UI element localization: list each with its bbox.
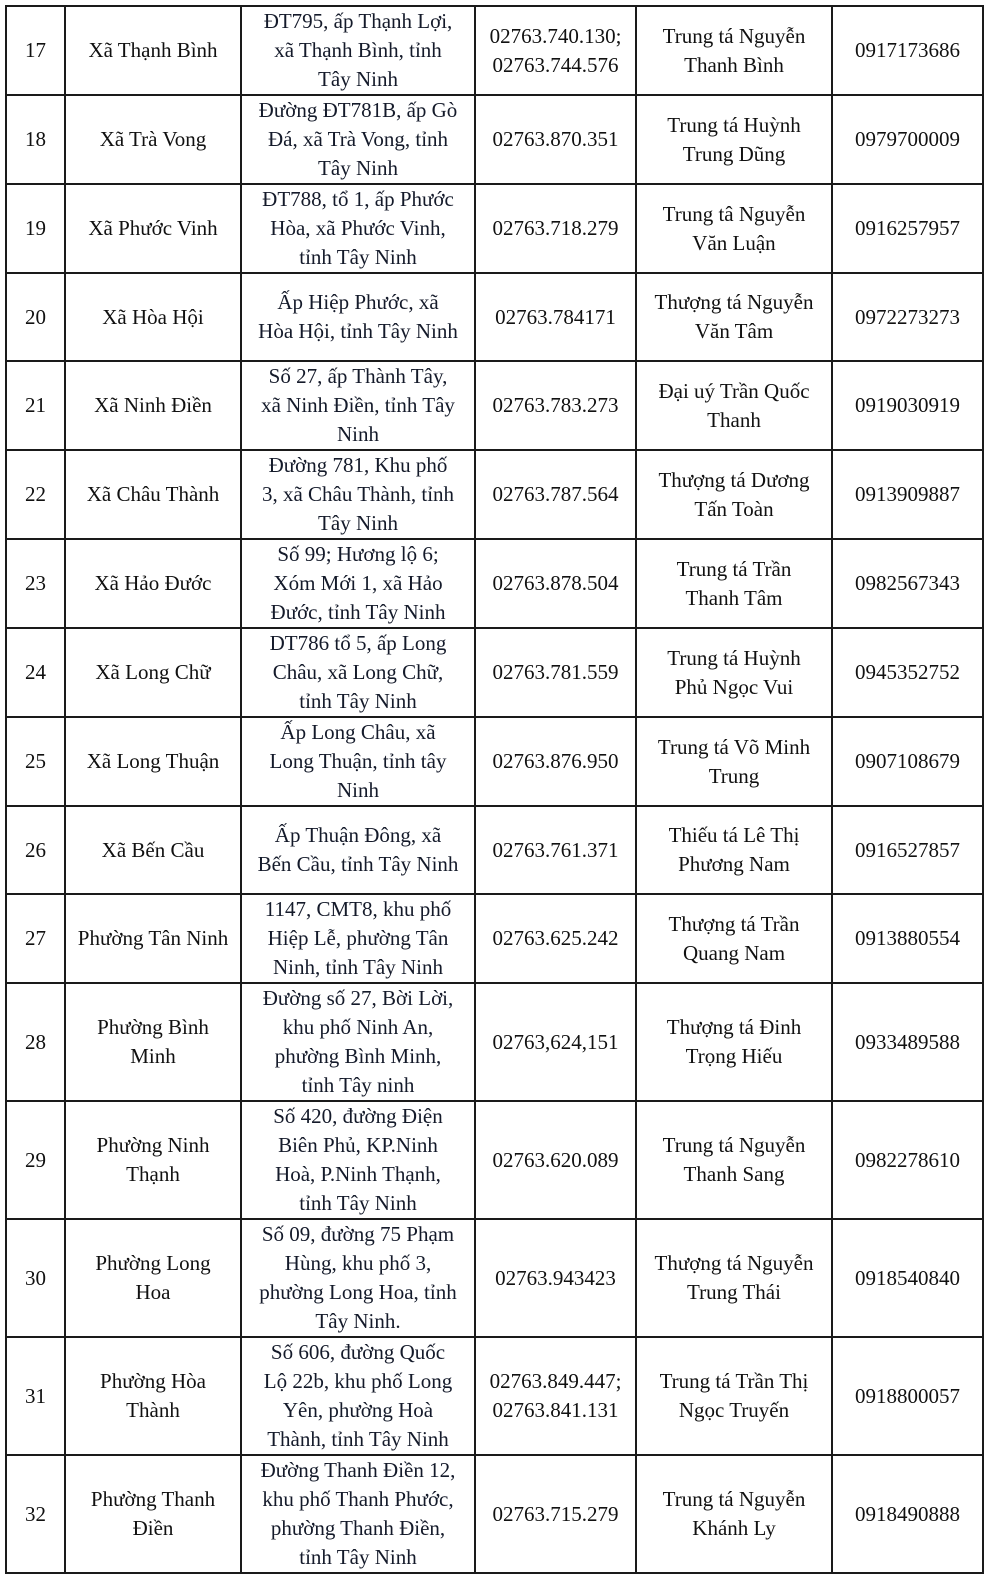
head-line: Thanh Sang (683, 1162, 785, 1186)
mobile-number: 0933489588 (855, 1029, 960, 1054)
unit-line: Phường Long (95, 1251, 211, 1275)
head-line: Ngọc Truyến (678, 1398, 790, 1422)
head-line: Thanh Bình (684, 52, 784, 77)
cell-address (241, 539, 475, 628)
address-line: tỉnh Tây Ninh (299, 689, 417, 713)
phone-line: 02763.849.447; (489, 1369, 622, 1393)
cell-address (241, 361, 475, 450)
address-line: Tây Ninh. (315, 1309, 401, 1333)
phone-line: 02763.870.351 (492, 127, 619, 151)
row-number: 25 (25, 749, 46, 773)
head-line: Thượng tá Nguyễn (654, 290, 814, 314)
cell-phone (475, 6, 636, 95)
cell-mobile (832, 1219, 983, 1337)
mobile-number: 0945352752 (855, 660, 960, 684)
unit-line: Xã Ninh Điền (94, 393, 212, 417)
address-line: tỉnh Tây Ninh (299, 245, 417, 269)
address-line: Ấp Thuận Đông, xã (274, 823, 442, 847)
table-row (6, 539, 983, 628)
row-number: 24 (25, 660, 46, 684)
cell-phone (475, 717, 636, 806)
cell-unit (65, 539, 241, 628)
cell-address (241, 894, 475, 983)
phone-line: 02763.878.504 (492, 571, 619, 595)
table-row (6, 717, 983, 806)
head-line: Trung tá Huỳnh (667, 645, 801, 670)
phone-line: 02763.943423 (495, 1265, 616, 1290)
address-line: ĐT795, ấp Thạnh Lợi, (263, 9, 453, 33)
phone-line: 02763.715.279 (492, 1501, 619, 1526)
address-line: Châu, xã Long Chữ, (272, 660, 444, 684)
phone-line: 02763.625.242 (492, 926, 619, 950)
cell-address (241, 184, 475, 273)
address-line: Hùng, khu phố 3, (284, 1251, 432, 1275)
address-line: khu phố Thanh Phước, (262, 1487, 454, 1511)
cell-phone (475, 1337, 636, 1455)
cell-address (241, 628, 475, 717)
cell-head (636, 95, 832, 184)
table-row (6, 95, 983, 184)
mobile-number: 0907108679 (855, 749, 960, 773)
cell-stt (6, 95, 65, 184)
mobile-number: 0913909887 (855, 482, 960, 506)
cell-mobile (832, 1101, 983, 1219)
head-line: Thượng tá Trần (668, 911, 800, 936)
row-number: 20 (25, 304, 46, 329)
address-line: Yên, phường Hoà (282, 1398, 434, 1422)
cell-unit (65, 184, 241, 273)
address-line: tỉnh Tây Ninh (299, 1545, 417, 1569)
cell-stt (6, 1337, 65, 1455)
table-row (6, 983, 983, 1101)
cell-unit (65, 628, 241, 717)
unit-line: Xã Thạnh Bình (88, 38, 218, 62)
cell-head (636, 450, 832, 539)
address-line: Bến Cầu, tỉnh Tây Ninh (257, 852, 459, 876)
cell-head (636, 1337, 832, 1455)
cell-stt (6, 6, 65, 95)
address-line: Hiệp Lễ, phường Tân (267, 926, 449, 950)
table-row (6, 894, 983, 983)
unit-line: Điền (132, 1516, 174, 1540)
head-line: Phủ Ngọc Vui (674, 674, 794, 699)
mobile-number: 0918800057 (855, 1383, 960, 1408)
table-body (6, 6, 983, 1573)
cell-mobile (832, 717, 983, 806)
cell-mobile (832, 95, 983, 184)
cell-address (241, 1219, 475, 1337)
unit-line: Thạnh (126, 1162, 180, 1186)
address-line: khu phố Ninh An, (282, 1015, 434, 1039)
head-line: Thượng tá Dương (658, 467, 810, 492)
cell-stt (6, 628, 65, 717)
cell-head (636, 628, 832, 717)
address-line: 3, xã Châu Thành, tỉnh (261, 482, 455, 506)
table-row (6, 1337, 983, 1455)
cell-mobile (832, 539, 983, 628)
phone-line: 02763.620.089 (492, 1147, 619, 1172)
unit-line: Xã Hòa Hội (102, 304, 204, 329)
row-number: 19 (25, 216, 46, 240)
address-line: Tây Ninh (318, 511, 398, 535)
cell-stt (6, 983, 65, 1101)
head-line: Trung (708, 763, 760, 788)
unit-line: Phường Ninh (96, 1133, 210, 1157)
head-line: Thượng tá Đinh (666, 1015, 802, 1039)
cell-unit (65, 1219, 241, 1337)
cell-mobile (832, 1337, 983, 1455)
cell-unit (65, 95, 241, 184)
cell-head (636, 806, 832, 894)
address-line: Ấp Long Châu, xã (280, 720, 436, 744)
table-row (6, 6, 983, 95)
mobile-number: 0917173686 (855, 38, 960, 62)
table-row (6, 361, 983, 450)
address-line: phường Thanh Điền, (270, 1516, 446, 1540)
address-line: tỉnh Tây Ninh (299, 1191, 417, 1215)
cell-mobile (832, 6, 983, 95)
cell-stt (6, 184, 65, 273)
row-number: 23 (25, 571, 46, 595)
cell-address (241, 1101, 475, 1219)
address-line: Đường 781, Khu phố (268, 453, 448, 477)
cell-address (241, 1337, 475, 1455)
cell-stt (6, 894, 65, 983)
address-line: Tây Ninh (318, 156, 398, 180)
phone-line: 02763.841.131 (492, 1398, 619, 1422)
cell-stt (6, 806, 65, 894)
address-line: Đường ĐT781B, ấp Gò (258, 98, 458, 122)
mobile-number: 0979700009 (855, 127, 960, 151)
cell-unit (65, 6, 241, 95)
address-line: Đường số 27, Bời Lời, (262, 986, 454, 1010)
head-line: Trung tâ Nguyễn (662, 201, 806, 226)
cell-phone (475, 273, 636, 361)
cell-mobile (832, 273, 983, 361)
cell-mobile (832, 1455, 983, 1573)
head-line: Trung tá Nguyễn (662, 1487, 806, 1511)
phone-line: 02763.781.559 (492, 660, 619, 684)
cell-address (241, 983, 475, 1101)
cell-mobile (832, 806, 983, 894)
address-line: Lộ 22b, khu phố Long (263, 1369, 453, 1393)
address-line: Ninh (337, 778, 379, 802)
head-line: Văn Tâm (694, 319, 774, 343)
unit-line: Xã Bến Cầu (101, 837, 205, 862)
head-line: Trung tá Huỳnh (667, 112, 801, 137)
address-line: Hòa, xã Phước Vinh, (270, 216, 446, 240)
cell-stt (6, 539, 65, 628)
head-line: Tấn Toàn (694, 496, 774, 521)
cell-unit (65, 806, 241, 894)
cell-mobile (832, 983, 983, 1101)
row-number: 29 (25, 1147, 46, 1172)
cell-stt (6, 1101, 65, 1219)
cell-address (241, 717, 475, 806)
cell-head (636, 717, 832, 806)
cell-address (241, 1455, 475, 1573)
cell-phone (475, 894, 636, 983)
cell-address (241, 450, 475, 539)
mobile-number: 0916527857 (855, 837, 960, 862)
row-number: 32 (25, 1501, 46, 1526)
address-line: Đá, xã Trà Vong, tỉnh (267, 127, 449, 151)
head-line: Khánh Ly (692, 1516, 776, 1540)
cell-head (636, 539, 832, 628)
unit-line: Hoa (135, 1280, 171, 1304)
mobile-number: 0916257957 (855, 216, 960, 240)
cell-unit (65, 1101, 241, 1219)
head-line: Văn Luận (692, 230, 776, 255)
address-line: Số 99; Hương lộ 6; (277, 542, 439, 566)
head-line: Trung tá Trần (676, 556, 792, 581)
unit-line: Xã Châu Thành (86, 482, 220, 506)
row-number: 26 (25, 837, 46, 862)
cell-unit (65, 983, 241, 1101)
cell-head (636, 1219, 832, 1337)
unit-line: Phường Bình (97, 1015, 209, 1039)
address-line: ĐT788, tổ 1, ấp Phước (262, 187, 454, 211)
head-line: Phương Nam (678, 852, 790, 876)
unit-line: Phường Thanh (90, 1487, 216, 1511)
cell-unit (65, 717, 241, 806)
phone-line: 02763.784171 (495, 304, 616, 329)
unit-line: Xã Trà Vong (99, 127, 207, 151)
phone-line: 02763.718.279 (492, 216, 619, 240)
cell-stt (6, 1219, 65, 1337)
row-number: 21 (25, 393, 46, 417)
address-line: Thành, tỉnh Tây Ninh (267, 1427, 449, 1451)
unit-line: Xã Phước Vinh (88, 216, 218, 240)
address-line: phường Bình Minh, (274, 1044, 442, 1068)
row-number: 22 (25, 482, 46, 506)
head-line: Trung Dũng (682, 141, 786, 166)
cell-address (241, 806, 475, 894)
cell-phone (475, 806, 636, 894)
head-line: Đại uý Trần Quốc (658, 378, 810, 403)
address-line: Xóm Mới 1, xã Hảo (273, 571, 443, 595)
cell-head (636, 983, 832, 1101)
address-line: phường Long Hoa, tỉnh (259, 1280, 457, 1304)
head-line: Trung Thái (687, 1280, 781, 1304)
cell-stt (6, 361, 65, 450)
cell-unit (65, 1455, 241, 1573)
police-contact-table (5, 5, 984, 1574)
head-line: Trọng Hiếu (685, 1044, 783, 1068)
cell-address (241, 95, 475, 184)
cell-head (636, 6, 832, 95)
address-line: Đước, tỉnh Tây Ninh (270, 600, 446, 624)
table-row (6, 806, 983, 894)
head-line: Trung tá Nguyễn (662, 1133, 806, 1157)
cell-unit (65, 894, 241, 983)
cell-stt (6, 450, 65, 539)
table-row (6, 1101, 983, 1219)
cell-phone (475, 1219, 636, 1337)
head-line: Thiếu tá Lê Thị (668, 823, 800, 847)
cell-mobile (832, 184, 983, 273)
phone-line: 02763.740.130; (489, 23, 622, 48)
unit-line: Phường Hòa (100, 1369, 206, 1393)
cell-phone (475, 628, 636, 717)
cell-phone (475, 184, 636, 273)
cell-phone (475, 983, 636, 1101)
phone-line: 02763.744.576 (492, 52, 619, 77)
unit-line: Xã Long Chữ (95, 660, 211, 684)
address-line: Ninh (337, 422, 379, 446)
address-line: xã Thạnh Bình, tỉnh (274, 38, 442, 62)
cell-head (636, 273, 832, 361)
mobile-number: 0918490888 (855, 1501, 960, 1526)
row-number: 28 (25, 1029, 46, 1054)
cell-phone (475, 361, 636, 450)
row-number: 17 (25, 38, 46, 62)
cell-unit (65, 273, 241, 361)
cell-phone (475, 450, 636, 539)
phone-line: 02763.787.564 (492, 482, 619, 506)
address-line: Đường Thanh Điền 12, (260, 1458, 456, 1482)
phone-line: 02763.876.950 (492, 749, 619, 773)
row-number: 31 (25, 1383, 46, 1408)
cell-phone (475, 539, 636, 628)
cell-unit (65, 450, 241, 539)
mobile-number: 0918540840 (855, 1265, 960, 1290)
address-line: Biên Phủ, KP.Ninh (278, 1133, 438, 1157)
address-line: DT786 tổ 5, ấp Long (269, 631, 447, 655)
unit-line: Xã Long Thuận (86, 749, 220, 773)
cell-phone (475, 1455, 636, 1573)
address-line: Hòa Hội, tỉnh Tây Ninh (258, 319, 458, 343)
address-line: xã Ninh Điền, tỉnh Tây (261, 393, 455, 417)
cell-head (636, 1101, 832, 1219)
cell-mobile (832, 894, 983, 983)
phone-line: 02763.761.371 (492, 837, 619, 862)
table-row (6, 450, 983, 539)
cell-phone (475, 1101, 636, 1219)
address-line: Số 606, đường Quốc (270, 1340, 446, 1364)
cell-stt (6, 717, 65, 806)
cell-mobile (832, 628, 983, 717)
cell-head (636, 1455, 832, 1573)
cell-mobile (832, 450, 983, 539)
row-number: 30 (25, 1265, 46, 1290)
head-line: Thanh Tâm (685, 585, 783, 610)
head-line: Trung tá Nguyễn (662, 23, 806, 48)
address-line: Ấp Hiệp Phước, xã (277, 290, 439, 314)
address-line: Hoà, P.Ninh Thạnh, (275, 1162, 441, 1186)
mobile-number: 0919030919 (855, 393, 960, 417)
cell-head (636, 184, 832, 273)
unit-line: Phường Tân Ninh (77, 926, 229, 950)
cell-unit (65, 361, 241, 450)
address-line: Số 420, đường Điện (273, 1104, 443, 1128)
row-number: 18 (25, 127, 46, 151)
row-number: 27 (25, 926, 46, 950)
address-line: Số 09, đường 75 Phạm (261, 1222, 455, 1246)
table-row (6, 628, 983, 717)
table-row (6, 184, 983, 273)
table-row (6, 1219, 983, 1337)
cell-stt (6, 1455, 65, 1573)
cell-unit (65, 1337, 241, 1455)
mobile-number: 0972273273 (855, 304, 960, 329)
table-row (6, 1455, 983, 1573)
head-line: Trung tá Trần Thị (659, 1369, 809, 1393)
mobile-number: 0913880554 (855, 926, 960, 950)
cell-address (241, 6, 475, 95)
address-line: Long Thuận, tỉnh tây (269, 749, 447, 773)
address-line: Tây Ninh (318, 67, 398, 91)
head-line: Trung tá Võ Minh (657, 734, 811, 759)
unit-line: Thành (126, 1398, 180, 1422)
head-line: Quang Nam (682, 940, 786, 965)
mobile-number: 0982567343 (855, 571, 960, 595)
cell-head (636, 361, 832, 450)
head-line: Thượng tá Nguyễn (654, 1251, 814, 1275)
cell-address (241, 273, 475, 361)
phone-line: 02763,624,151 (492, 1029, 619, 1054)
unit-line: Xã Hảo Đước (94, 571, 212, 595)
unit-line: Minh (130, 1044, 176, 1068)
address-line: tỉnh Tây ninh (301, 1073, 415, 1097)
cell-mobile (832, 361, 983, 450)
document-page (5, 5, 984, 1574)
table-row (6, 273, 983, 361)
address-line: 1147, CMT8, khu phố (264, 897, 452, 921)
cell-stt (6, 273, 65, 361)
cell-head (636, 894, 832, 983)
address-line: Số 27, ấp Thành Tây, (268, 364, 448, 388)
cell-phone (475, 95, 636, 184)
mobile-number: 0982278610 (855, 1147, 960, 1172)
head-line: Thanh (707, 407, 761, 432)
phone-line: 02763.783.273 (492, 393, 619, 417)
address-line: Ninh, tỉnh Tây Ninh (273, 955, 443, 979)
